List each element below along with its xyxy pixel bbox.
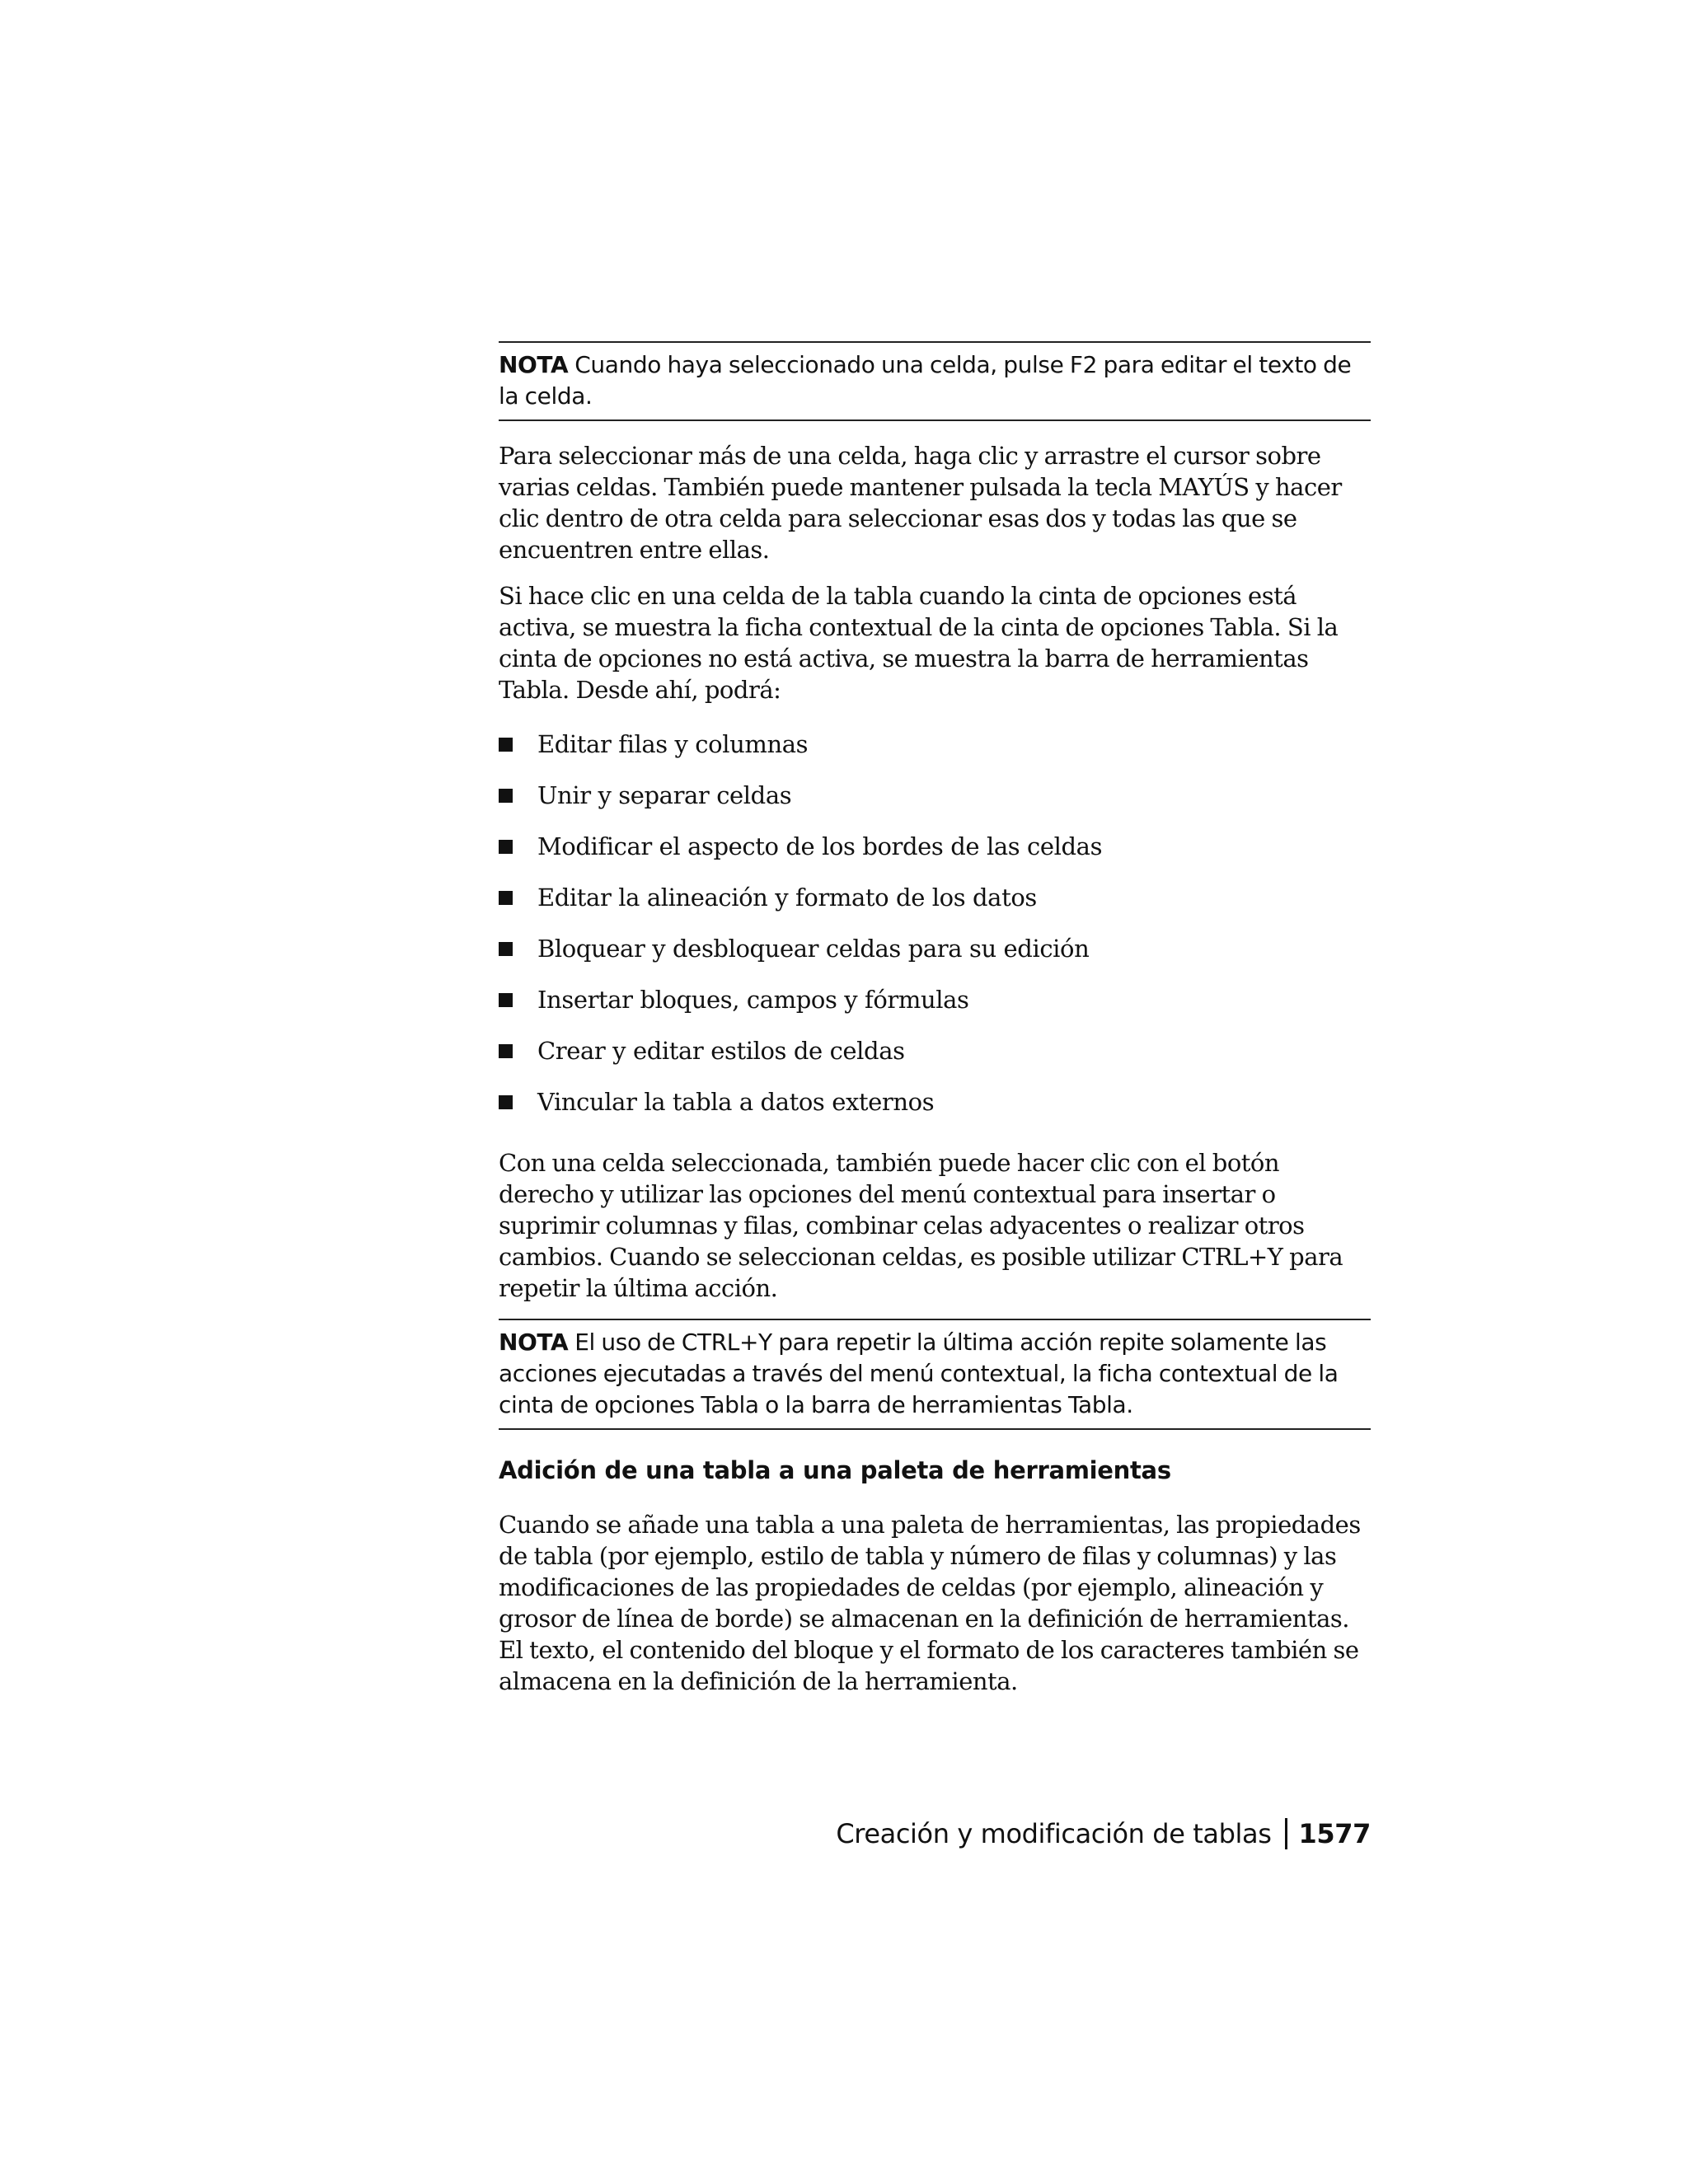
paragraph: Con una celda seleccionada, también puede hacer clic con el botón derecho y utilizar las opciones del menú contextual para insertar o suprimir columnas y filas, combinar celas adyacentes o realizar otros cambios. Cuando se seleccionan celdas, es posible utilizar CTRL+Y para repetir la última acción. (499, 1149, 1343, 1302)
note-box (499, 341, 1371, 421)
page-number: 1577 (1298, 1818, 1371, 1849)
square-bullet-icon (499, 738, 513, 752)
paragraph: Si hace clic en una celda de la tabla cuando la cinta de opciones está activa, se muestra la ficha contextual de la cinta de opciones Tabla. Si la cinta de opciones no está activa, se muestra la barra de herramientas Tabla. Desde ahí, podrá: (499, 582, 1339, 704)
square-bullet-icon (499, 891, 513, 905)
bullet-text: Crear y editar estilos de celdas (537, 1037, 905, 1065)
bullet-item (499, 831, 1371, 862)
note-box (499, 1319, 1371, 1430)
bullet-item (499, 780, 1371, 811)
section-heading: Adición de una tabla a una paleta de herramientas (499, 1456, 1171, 1484)
bullet-item (499, 1035, 1371, 1066)
paragraph: Para seleccionar más de una celda, haga clic y arrastre el cursor sobre varias celdas. También puede mantener pulsada la tecla MAYÚS y hacer clic dentro de otra celda para seleccionar esas dos y todas las que se encuentren entre ellas. (499, 442, 1342, 564)
note-label: NOTA (499, 351, 569, 378)
note-label: NOTA (499, 1329, 569, 1356)
note-text: Cuando haya seleccionado una celda, pulse F2 para editar el texto de la celda. (499, 351, 1352, 410)
bullet-text: Editar filas y columnas (537, 730, 809, 758)
paragraph: Cuando se añade una tabla a una paleta de herramientas, las propiedades de tabla (por ejemplo, estilo de tabla y número de filas y columnas) y las modificaciones de las propiedades de celdas (por ejemplo, alineación y grosor de línea de borde) se almacenan en la definición de herramientas. El texto, el contenido del bloque y el formato de los caracteres también se almacena en la definición de la herramienta. (499, 1511, 1361, 1695)
bullet-item (499, 729, 1371, 760)
bullet-list (499, 729, 1371, 1118)
bullet-item (499, 1086, 1371, 1118)
bullet-item (499, 933, 1371, 964)
bullet-text: Insertar bloques, campos y fórmulas (537, 986, 969, 1014)
bullet-text: Editar la alineación y formato de los datos (537, 883, 1037, 912)
page-footer (836, 1817, 1371, 1850)
bullet-text: Vincular la tabla a datos externos (537, 1088, 935, 1116)
square-bullet-icon (499, 1044, 513, 1058)
bullet-item (499, 882, 1371, 913)
chapter-title: Creación y modificación de tablas (836, 1818, 1272, 1849)
square-bullet-icon (499, 993, 513, 1007)
bullet-text: Unir y separar celdas (537, 781, 792, 809)
bullet-text: Modificar el aspecto de los bordes de las celdas (537, 832, 1103, 860)
square-bullet-icon (499, 789, 513, 803)
note-text: El uso de CTRL+Y para repetir la última acción repite solamente las acciones ejecutadas a través del menú contextual, la ficha contextual de la cinta de opciones Tabla o la barra de herramientas Tabla. (499, 1329, 1339, 1418)
footer-separator (1285, 1818, 1287, 1849)
square-bullet-icon (499, 942, 513, 956)
square-bullet-icon (499, 1095, 513, 1109)
bullet-text: Bloquear y desbloquear celdas para su edición (537, 935, 1090, 963)
bullet-item (499, 984, 1371, 1015)
square-bullet-icon (499, 840, 513, 854)
page-content (499, 341, 1371, 1712)
